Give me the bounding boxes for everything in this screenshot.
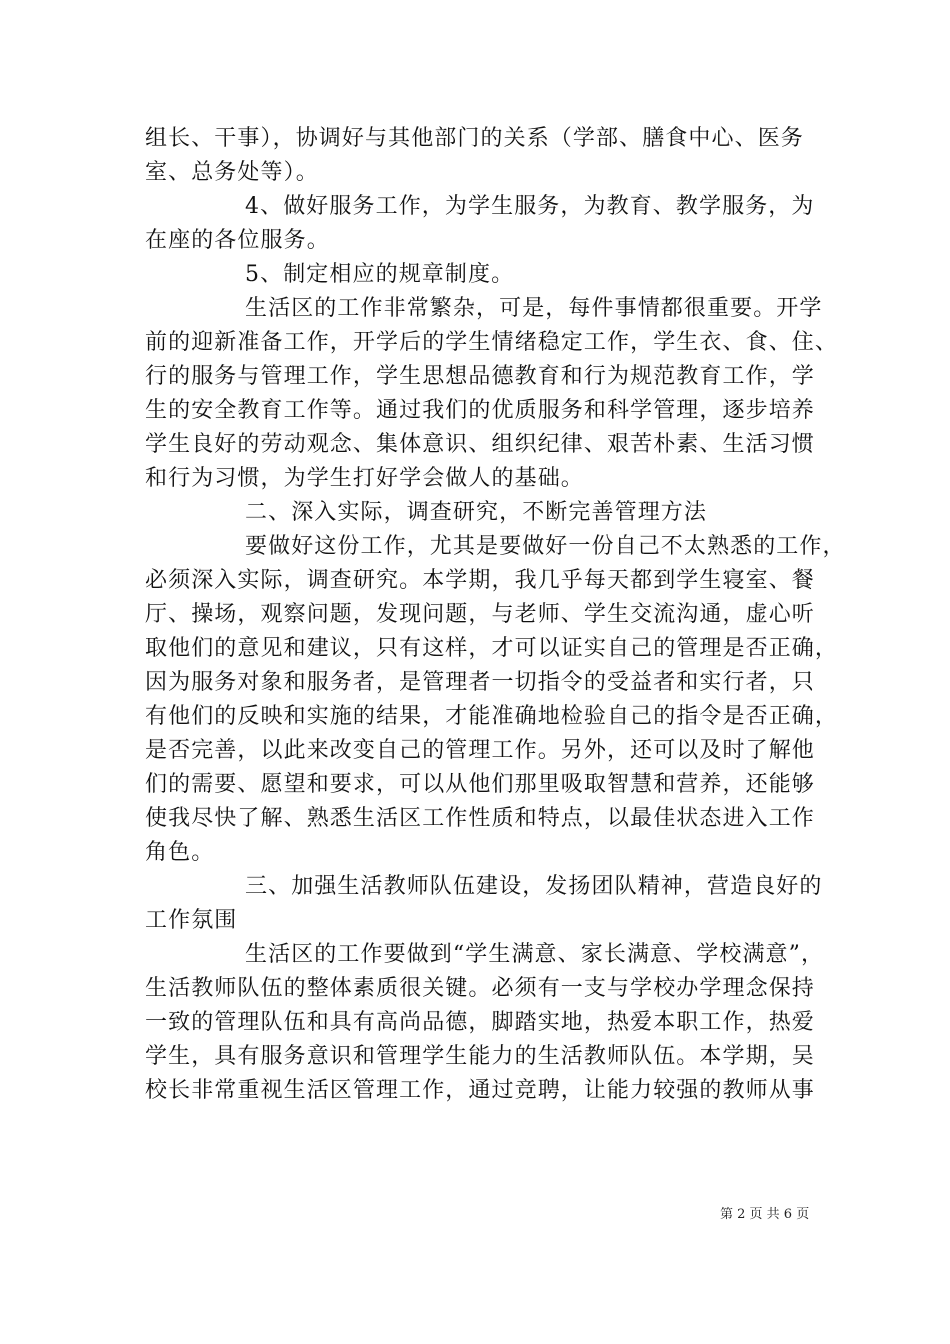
text-line: 4、做好服务工作，为学生服务，为教育、教学服务，为 [245,194,815,219]
text-line: 学生良好的劳动观念、集体意识、组织纪律、艰苦朴素、生活习惯 [145,432,815,457]
text-line: 5、制定相应的规章制度。 [245,262,515,287]
page-number-footer: 第 2 页 共 6 页 [720,1207,810,1222]
section-heading: 三、加强生活教师队伍建设，发扬团队精神，营造良好的 [245,874,823,899]
text-line: 是否完善，以此来改变自己的管理工作。另外，还可以及时了解他 [145,738,815,763]
text-line: 前的迎新准备工作，开学后的学生情绪稳定工作，学生衣、食、住、 [145,330,839,355]
text-line: 有他们的反映和实施的结果，才能准确地检验自己的指令是否正确， [145,704,839,729]
body-text [145,122,846,1108]
text-line: 行的服务与管理工作，学生思想品德教育和行为规范教育工作，学 [145,364,815,389]
text-line: 校长非常重视生活区管理工作，通过竞聘，让能力较强的教师从事 [145,1078,815,1103]
text-line: 在座的各位服务。 [145,228,330,253]
text-line: 角色。 [145,840,215,865]
text-line: 取他们的意见和建议，只有这样，才可以证实自己的管理是否正确， [145,636,839,661]
text-line: 生活区的工作要做到“学生满意、家长满意、学校满意”， [245,942,825,967]
section-heading: 二、深入实际，调查研究，不断完善管理方法 [245,500,708,525]
text-line: 必须深入实际，调查研究。本学期，我几乎每天都到学生寝室、餐 [145,568,815,593]
text-line: 生的安全教育工作等。通过我们的优质服务和科学管理，逐步培养 [145,398,815,423]
text-line: 室、总务处等）。 [145,160,319,185]
text-line: 组长、干事），协调好与其他部门的关系（学部、膳食中心、医务 [145,126,804,151]
text-line: 和行为习惯，为学生打好学会做人的基础。 [145,466,584,491]
text-line: 生活区的工作非常繁杂，可是，每件事情都很重要。开学 [245,296,823,321]
text-line: 学生，具有服务意识和管理学生能力的生活教师队伍。本学期，吴 [145,1044,815,1069]
text-line: 生活教师队伍的整体素质很关键。必须有一支与学校办学理念保持 [145,976,815,1001]
text-line: 要做好这份工作，尤其是要做好一份自己不太熟悉的工作， [245,534,846,559]
section-heading-continued: 工作氛围 [145,908,238,933]
text-line: 使我尽快了解、熟悉生活区工作性质和特点，以最佳状态进入工作 [145,806,815,831]
text-line: 一致的管理队伍和具有高尚品德，脚踏实地，热爱本职工作，热爱 [145,1010,815,1035]
text-line: 因为服务对象和服务者，是管理者一切指令的受益者和实行者，只 [145,670,815,695]
text-line: 厅、操场，观察问题，发现问题，与老师、学生交流沟通，虚心听 [145,602,815,627]
text-line: 们的需要、愿望和要求，可以从他们那里吸取智慧和营养，还能够 [145,772,815,797]
